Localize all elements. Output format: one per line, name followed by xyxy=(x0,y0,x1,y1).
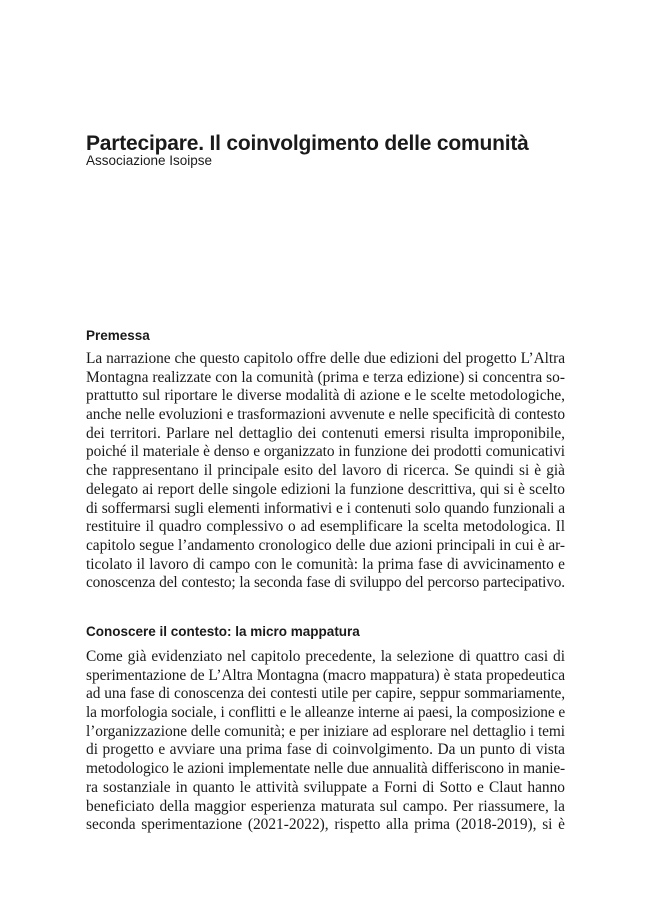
text-line: la morfologia sociale, i conflitti e le alleanze interne ai paesi, la composizione e xyxy=(86,704,565,722)
text-line: ticolato il lavoro di campo con le comunità: la prima fase di avvicinamento e xyxy=(86,555,565,573)
text-line: di progetto e avviare una prima fase di coinvolgimento. Da un punto di vista xyxy=(86,741,565,759)
text-line: delegato ai report delle singole edizioni la funzione descrittiva, qui si è scelto xyxy=(86,480,565,498)
section-heading-premessa: Premessa xyxy=(86,328,150,344)
paragraph-premessa xyxy=(86,350,565,593)
text-line: metodologico le azioni implementate nelle due annualità differiscono in manie- xyxy=(86,760,565,778)
paragraph-micro-mappatura xyxy=(86,648,565,835)
text-line: capitolo segue l’andamento cronologico delle due azioni principali in cui è ar- xyxy=(86,536,565,554)
text-line: ad una fase di conoscenza dei contesti utile per capire, seppur sommariamente, xyxy=(86,685,565,703)
chapter-author: Associazione Isoipse xyxy=(86,153,213,168)
chapter-title: Partecipare. Il coinvolgimento delle comunità xyxy=(86,132,529,156)
text-line: conoscenza del contesto; la seconda fase di sviluppo del percorso partecipativo. xyxy=(86,574,565,592)
text-line: l’organizzazione delle comunità; e per iniziare ad esplorare nel dettaglio i temi xyxy=(86,722,565,740)
text-line: ra sostanziale in quanto le attività sviluppate a Forni di Sotto e Claut hanno xyxy=(86,778,565,796)
text-line: prattutto sul riportare le diverse modalità di azione e le scelte metodologiche, xyxy=(86,387,565,405)
text-line: beneficiato della maggior esperienza maturata sul campo. Per riassumere, la xyxy=(86,797,565,815)
text-line: anche nelle evoluzioni e trasformazioni avvenute e nelle specificità di contesto xyxy=(86,406,565,424)
text-line: dei territori. Parlare nel dettaglio dei contenuti emersi risulta improponibile, xyxy=(86,424,565,442)
text-line: La narrazione che questo capitolo offre delle due edizioni del progetto L’Altra xyxy=(86,350,565,367)
text-line: che rappresentano il principale esito del lavoro di ricerca. Se quindi si è già xyxy=(86,462,565,480)
text-line: Come già evidenziato nel capitolo precedente, la selezione di quattro casi di xyxy=(86,648,565,665)
text-line: seconda sperimentazione (2021-2022), rispetto alla prima (2018-2019), si è xyxy=(86,816,565,834)
text-line: restituire il quadro complessivo o ad esemplificare la scelta metodologica. Il xyxy=(86,518,565,536)
text-line: sperimentazione de L’Altra Montagna (macro mappatura) è stata propedeutica xyxy=(86,666,565,684)
text-line: Montagna realizzate con la comunità (prima e terza edizione) si concentra so- xyxy=(86,368,565,386)
text-line: poiché il materiale è denso e organizzato in funzione dei prodotti comunicativi xyxy=(86,443,565,461)
section-heading-micro-mappatura: Conoscere il contesto: la micro mappatura xyxy=(86,624,360,640)
text-line: di soffermarsi sugli elementi informativi e i contenuti solo quando funzionali a xyxy=(86,499,565,517)
